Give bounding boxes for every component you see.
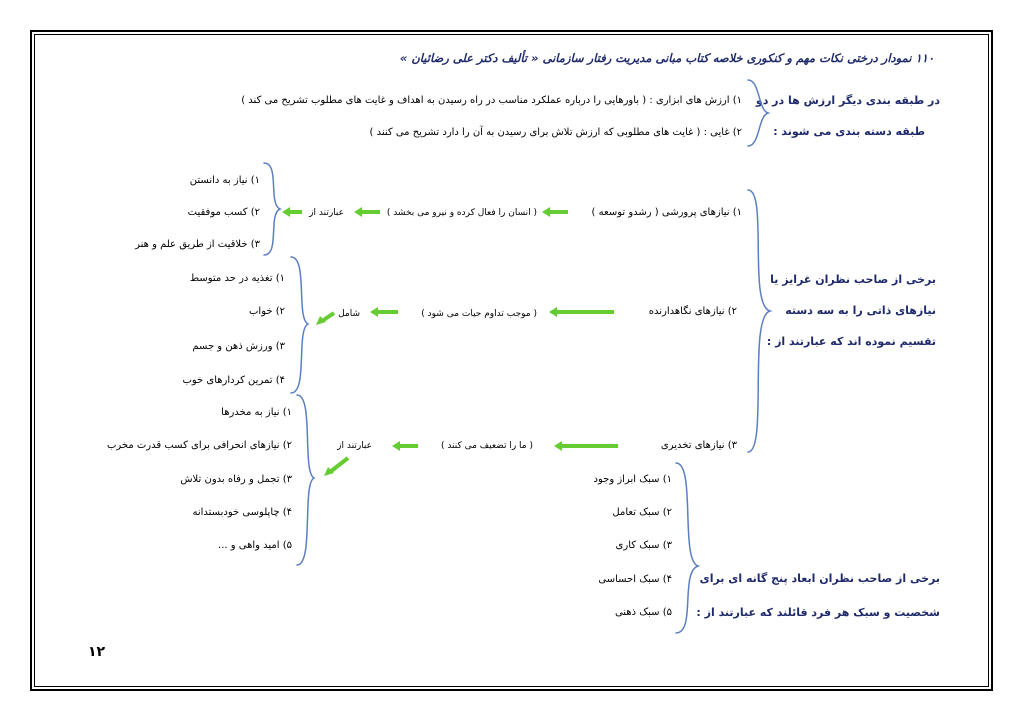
values-heading-line1: در طبقه بندی دیگر ارزش ها در دو: [755, 94, 940, 107]
style-item-1: ۱) سبک ابراز وجود: [593, 474, 672, 485]
destructive-bracket: [297, 395, 314, 565]
growth-bracket: [264, 163, 280, 255]
arrow-destr-3: [330, 458, 348, 472]
values-item-1: ۱) ارزش های ابزاری : ( باورهایی را درباره عملکرد مناسب در راه رسیدن به اهداف و غایت های مطلوب تشریح می کند ): [241, 95, 742, 106]
growth-needs-label: ۱) نیازهای پرورشی ( رشدو توسعه ): [591, 207, 742, 218]
destructive-needs-connector: عبارتند از: [337, 441, 372, 451]
destructive-needs-label: ۳) نیازهای تخدیری: [660, 440, 737, 451]
destructive-item-5: ۵) امید واهی و ...: [218, 540, 292, 551]
style-item-4: ۴) سبک احساسی: [598, 574, 672, 585]
needs-heading-line2: نیازهای ذاتی را به سه دسته: [785, 304, 936, 317]
destructive-needs-desc: ( ما را تضعیف می کنند ): [440, 441, 533, 451]
maintenance-needs-label: ۲) نیازهای نگاهدارنده: [648, 306, 737, 317]
growth-item-3: ۳) خلاقیت از طریق علم و هنر: [135, 239, 260, 250]
destructive-item-2: ۲) نیازهای انحرافی برای کسب قدرت مخرب: [106, 440, 292, 451]
needs-heading-line1: برخی از صاحب نظران غرایز یا: [770, 273, 936, 286]
maintenance-bracket: [291, 257, 308, 393]
style-item-3: ۳) سبک کاری: [615, 540, 672, 551]
values-item-2: ۲) غایی : ( غایت های مطلوبی که ارزش تلاش برای رسیدن به آن را دارد تشریح می کنند ): [369, 127, 742, 138]
values-bracket: [748, 80, 768, 146]
maintenance-item-1: ۱) تغذیه در حد متوسط: [189, 273, 285, 284]
arrowhead-maint-2: [370, 307, 378, 317]
arrowhead-growth-1: [542, 207, 550, 217]
styles-bracket: [676, 463, 698, 633]
style-item-5: ۵) سبک ذهنی: [614, 607, 672, 618]
needs-heading-line3: تقسیم نموده اند که عبارتند از :: [766, 335, 936, 348]
styles-heading-line1: برخی از صاحب نظران ابعاد پنج گانه ای برای: [699, 572, 940, 585]
page-number: ۱۲: [88, 644, 106, 660]
maintenance-item-4: ۴) تمرین کردارهای خوب: [182, 375, 285, 386]
maintenance-needs-desc: ( موجب تداوم حیات می شود ): [421, 309, 537, 319]
growth-needs-connector: عبارتند از: [309, 208, 344, 218]
needs-main-bracket: [748, 190, 770, 452]
arrowhead-growth-3: [282, 207, 290, 217]
maintenance-needs-connector: شامل: [338, 309, 360, 319]
growth-needs-desc: ( انسان را فعال کرده و نیرو می بخشد ): [386, 208, 537, 218]
destructive-item-3: ۳) تجمل و رفاه بدون تلاش: [180, 474, 292, 485]
growth-item-2: ۲) کسب موفقیت: [187, 207, 260, 218]
style-item-2: ۲) سبک تعامل: [612, 507, 672, 518]
growth-item-1: ۱) نیاز به دانستن: [189, 175, 260, 186]
styles-heading-line2: شخصیت و سبک هر فرد قائلند که عبارتند از :: [696, 606, 940, 619]
page-title: ۱۱۰ نمودار درختی نکات مهم و کنکوری خلاصه کتاب مبانی مدیریت رفتار سازمانی « تألیف دکتر علی رضائیان »: [399, 51, 934, 65]
values-heading-line2: طبقه دسته بندی می شوند :: [773, 125, 925, 138]
arrowhead-destr-2: [392, 441, 400, 451]
destructive-item-4: ۴) چاپلوسی خودبستدانه: [192, 507, 292, 518]
arrowhead-maint-1: [549, 307, 557, 317]
arrowhead-destr-1: [554, 441, 562, 451]
maintenance-item-2: ۲) خواب: [249, 306, 285, 317]
maintenance-item-3: ۳) ورزش ذهن و جسم: [192, 341, 285, 352]
arrowhead-growth-2: [354, 207, 362, 217]
destructive-item-1: ۱) نیاز به مخدرها: [221, 407, 292, 418]
